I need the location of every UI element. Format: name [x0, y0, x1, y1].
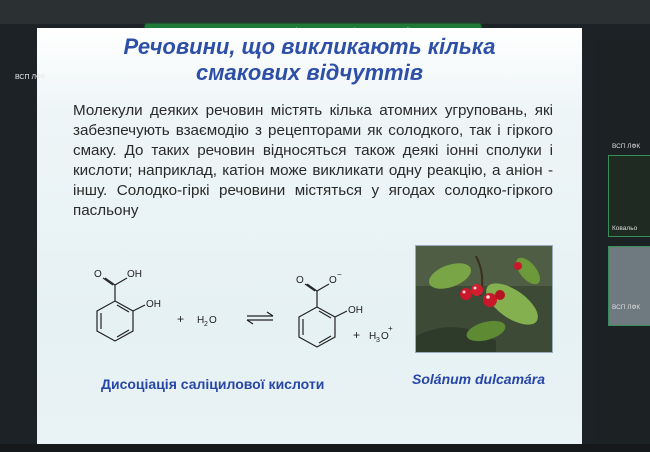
salicylic-acid-dissociation-scheme — [77, 261, 397, 371]
participant-tile-2[interactable] — [608, 246, 650, 326]
reaction-caption: Дисоціація саліцилової кислоти — [101, 376, 325, 392]
hydronium-charge: + — [388, 324, 393, 333]
plant-caption: Solánum dulcamára — [412, 371, 546, 387]
phenol-oh-label: OH — [146, 299, 161, 310]
slide-title — [37, 34, 582, 86]
solanum-dulcamara-photo — [415, 245, 553, 353]
hydronium-h: H — [369, 331, 377, 342]
participant-2-label: Ковальо — [612, 225, 638, 232]
anion-phenol-oh: OH — [348, 305, 363, 316]
hydronium-subscript: 3 — [376, 337, 380, 344]
participant-1-label: ВСП ЛФК — [612, 143, 641, 150]
presentation-slide — [37, 28, 582, 444]
monitor-top-bezel — [0, 0, 650, 24]
water-o: O — [209, 315, 217, 326]
anion-o: O — [329, 275, 337, 286]
water-subscript: 2 — [204, 321, 208, 328]
slide-title-line-2: смакових відчуттів — [196, 60, 423, 85]
slide-title-line-1: Речовини, що викликають кілька — [123, 34, 496, 59]
benzene-ring-acid — [97, 301, 133, 341]
participants-header: ВСП ЛФК — [15, 74, 46, 81]
acid-carbonyl-o: O — [94, 269, 102, 280]
acid-oh-label: OH — [127, 269, 142, 280]
participant-3-label: ВСП ЛФК — [612, 304, 641, 311]
slide-body-text: Молекули деяких речовин містять кілька атомних угруповань, які забезпечують взаємодію з рецепторами як солодкого, так і гіркого смаку. До таких речовин відносяться також деякі іонні сполуки і кислоти; наприклад, катіон може викликати одну реакцію, а аніон - іншу. Солодко-гіркі речовини містяться у ягодах солодко-гіркого пасльону — [73, 102, 553, 219]
anion-carbonyl-o: O — [296, 275, 304, 286]
plus-sign-1: + — [177, 312, 185, 326]
plus-sign-2: + — [353, 328, 361, 342]
monitor-bottom-bezel — [0, 444, 650, 452]
hydronium-o: O — [381, 331, 389, 342]
anion-charge: − — [337, 270, 342, 279]
water-h: H — [197, 315, 205, 326]
benzene-ring-anion — [299, 307, 335, 347]
